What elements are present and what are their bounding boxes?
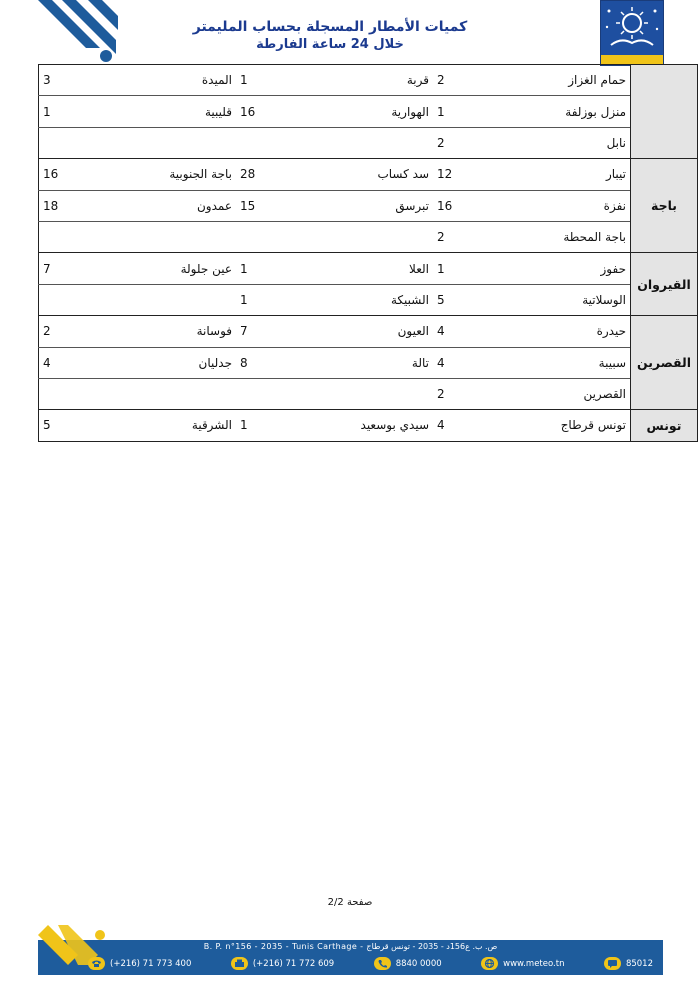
region-cell [631,65,698,159]
table-row [39,378,698,409]
station-name: حيدرة [486,316,631,347]
footer-contact [481,957,564,970]
institute-logo [600,0,664,66]
rainfall-value: 1 [236,284,289,315]
rainfall-value: 4 [433,410,486,441]
station-name [289,378,433,409]
station-name: قربة [289,65,433,96]
station-name: العيون [289,316,433,347]
table-row [39,96,698,127]
rainfall-value: 2 [433,378,486,409]
page-title [180,18,480,54]
table-row [39,316,698,347]
station-name: جدليان [92,347,236,378]
footer-contact [231,957,334,970]
rainfall-value: 4 [39,347,93,378]
footer-contact-text: 8840 0000 [395,958,442,969]
station-name: الشبيكة [289,284,433,315]
rainfall-value: 1 [236,410,289,441]
sun-cloud-logo-icon [601,3,663,53]
rainfall-value: 3 [39,65,93,96]
station-name: سد كساب [289,159,433,190]
rainfall-value: 2 [39,316,93,347]
table-row [39,221,698,252]
rainfall-value: 1 [39,96,93,127]
table-row [39,127,698,158]
station-name [289,221,433,252]
rainfall-value: 5 [39,410,93,441]
rainfall-value: 7 [236,316,289,347]
rainfall-value: 4 [433,316,486,347]
rainfall-value: 2 [433,65,486,96]
rainfall-value [236,221,289,252]
table-row [39,159,698,190]
rainfall-value [236,127,289,158]
table-row [39,284,698,315]
station-name: نابل [486,127,631,158]
rainfall-value: 16 [433,190,486,221]
table-row [39,190,698,221]
footer-stripes-decoration [38,925,108,965]
station-name: القصرين [486,378,631,409]
rainfall-value: 16 [236,96,289,127]
footer-contact [604,957,653,970]
rainfall-value: 8 [236,347,289,378]
station-name: الهوارية [289,96,433,127]
station-name: نفزة [486,190,631,221]
region-cell: باجة [631,159,698,253]
rainfall-value [39,221,93,252]
station-name: حفوز [486,253,631,284]
station-name: قليبية [92,96,236,127]
globe-icon [481,957,498,970]
rainfall-value: 5 [433,284,486,315]
footer-contact-text: (+216) 71 772 609 [252,958,335,969]
station-name [92,221,236,252]
table-row [39,253,698,284]
sms-icon [604,957,621,970]
rainfall-value: 16 [39,159,93,190]
footer-contact-text: 85012 [625,958,653,969]
hotline-icon [374,957,391,970]
station-name: حمام الغزاز [486,65,631,96]
footer-contact-text[interactable]: www.meteo.tn [503,958,565,969]
region-cell: القصرين [631,316,698,410]
rainfall-value [39,284,93,315]
station-name: تالة [289,347,433,378]
station-name [92,127,236,158]
footer-contact [374,957,442,970]
table-row [39,410,698,441]
rainfall-value [236,378,289,409]
title-line-2: خلال 24 ساعة الفارطة [256,37,404,52]
rainfall-value: 2 [433,127,486,158]
station-name: الوسلاتية [486,284,631,315]
rainfall-value: 28 [236,159,289,190]
rainfall-value: 12 [433,159,486,190]
table-row [39,347,698,378]
station-name: فوسانة [92,316,236,347]
title-line-1: كميات الأمطار المسجلة بحساب المليمتر [192,19,468,35]
rainfall-table [38,64,698,442]
rainfall-value: 18 [39,190,93,221]
rainfall-value: 1 [433,253,486,284]
station-name: عمدون [92,190,236,221]
station-name: الشرقية [92,410,236,441]
station-name [289,127,433,158]
rainfall-value: 1 [236,65,289,96]
rainfall-value: 7 [39,253,93,284]
footer-address: B. P. n°156 - 2035 - Tunis Carthage - ص. ب. ع156د - 2035 - تونس قرطاج [203,942,498,951]
footer-contact-text: (+216) 71 773 400 [110,958,192,969]
page-number: صفحة 2/2 [327,897,373,908]
footer-contacts [88,957,653,970]
rainfall-value: 1 [433,96,486,127]
station-name: تبرسق [289,190,433,221]
rainfall-value: 2 [433,221,486,252]
station-name: العلا [289,253,433,284]
station-name: منزل بوزلفة [486,96,631,127]
station-name: باجة المحطة [486,221,631,252]
station-name: سبيبة [486,347,631,378]
table-row [39,65,698,96]
station-name: تونس قرطاج [486,410,631,441]
rainfall-value: 4 [433,347,486,378]
corner-stripes-decoration [38,0,118,70]
region-cell: تونس [631,410,698,441]
station-name: سيدي بوسعيد [289,410,433,441]
station-name [92,378,236,409]
footer-bar [38,940,663,975]
station-name: باجة الجنوبية [92,159,236,190]
station-name: عين جلولة [92,253,236,284]
rainfall-value: 1 [236,253,289,284]
rainfall-value [39,127,93,158]
station-name: تيبار [486,159,631,190]
station-name: الميدة [92,65,236,96]
fax-icon [231,957,248,970]
rainfall-value [39,378,93,409]
rainfall-value: 15 [236,190,289,221]
station-name [92,284,236,315]
region-cell: القيروان [631,253,698,316]
